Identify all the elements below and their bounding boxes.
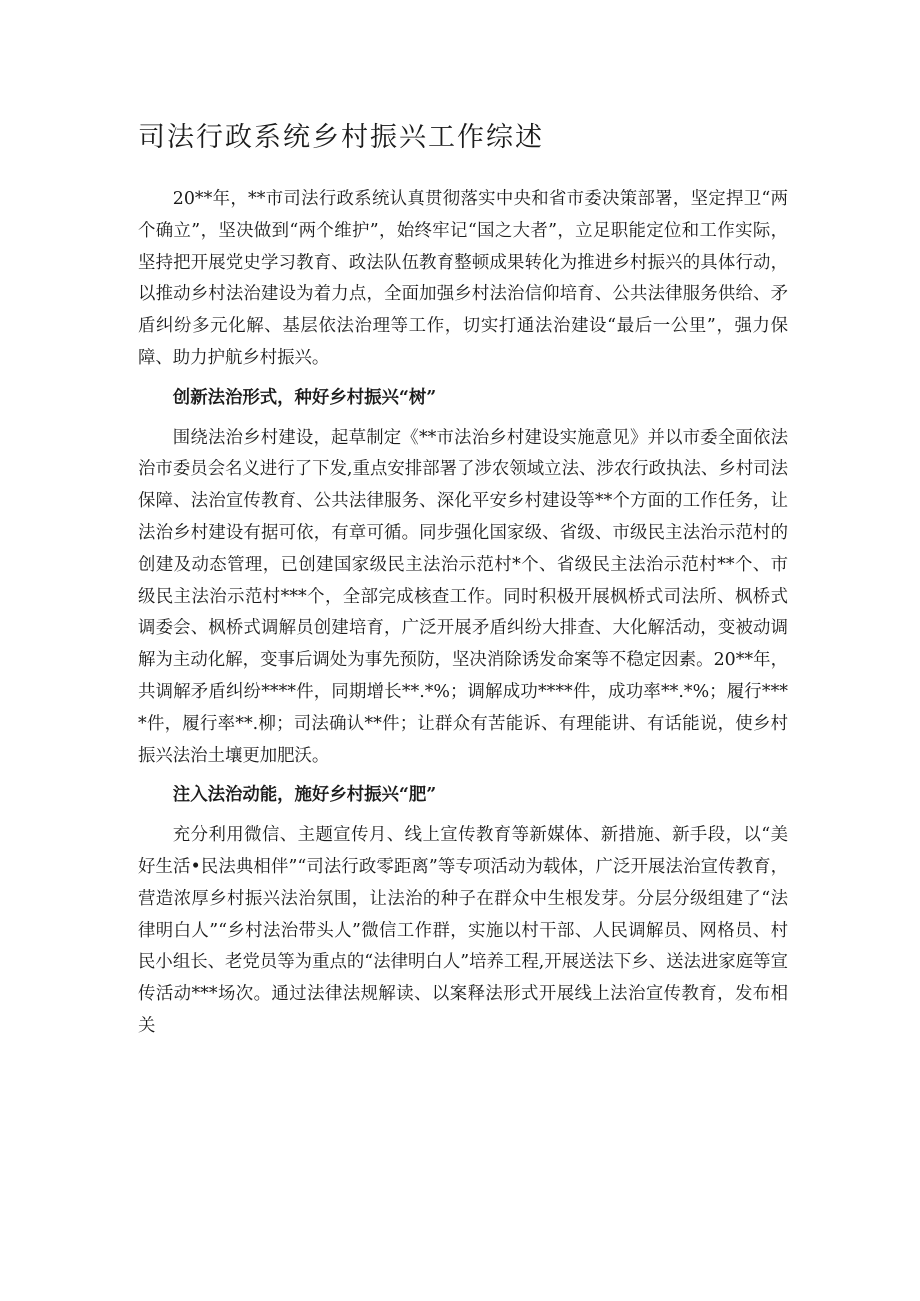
- section-heading-2: 注入法治动能，施好乡村振兴“肥”: [172, 785, 437, 806]
- intro-paragraph: 20**年，**市司法行政系统认真贯彻落实中央和省市委决策部署，坚定捍卫“两个确立”，坚决做到“两个维护”，始终牢记“国之大者”，立足职能定位和工作实际，坚持把开展党史学习教育、政法队伍教育整顿成果转化为推进乡村振兴的具体行动，以推动乡村法治建设为着力点，全面加强乡村法治信仰培育、公共法律服务供给、矛盾纠纷多元化解、基层依法治理等工作，切实打通法治建设“最后一公里”，强力保障、助力护航乡村振兴。: [138, 189, 788, 368]
- document-page: [138, 118, 788, 1043]
- section-body-1: 围绕法治乡村建设，起草制定《**市法治乡村建设实施意见》并以市委全面依法治市委员会名义进行了下发,重点安排部署了涉农领域立法、涉农行政执法、乡村司法保障、法治宣传教育、公共法律服务、深化平安乡村建设等**个方面的工作任务，让法治乡村建设有据可依，有章可循。同步强化国家级、省级、市级民主法治示范村的创建及动态管理，已创建国家级民主法治示范村*个、省级民主法治示范村**个、市级民主法治示范村***个，全部完成核查工作。同时积极开展枫桥式司法所、枫桥式调委会、枫桥式调解员创建培育，广泛开展矛盾纠纷大排查、大化解活动，变被动调解为主动化解，变事后调处为事先预防，坚决消除诱发命案等不稳定因素。20**年，共调解矛盾纠纷****件，同期增长**.*%；调解成功****件，成功率**.*%；履行****件，履行率**.柳；司法确认**件；让群众有苦能诉、有理能讲、有话能说，使乡村振兴法治土壤更加肥沃。: [138, 427, 788, 766]
- document-title: 司法行政系统乡村振兴工作综述: [138, 122, 544, 153]
- section-heading-1: 创新法治形式，种好乡村振兴“树”: [172, 387, 437, 408]
- section-body-2: 充分利用微信、主题宣传月、线上宣传教育等新媒体、新措施、新手段，以“美好生活•民法典相伴”“司法行政零距离”等专项活动为载体，广泛开展法治宣传教育，营造浓厚乡村振兴法治氛围，让法治的种子在群众中生根发芽。分层分级组建了“法律明白人”“乡村法治带头人”微信工作群，实施以村干部、人民调解员、网格员、村民小组长、老党员等为重点的“法律明白人”培养工程,开展送法下乡、送法进家庭等宣传活动***场次。通过法律法规解读、以案释法形式开展线上法治宣传教育，发布相关: [138, 825, 788, 1036]
